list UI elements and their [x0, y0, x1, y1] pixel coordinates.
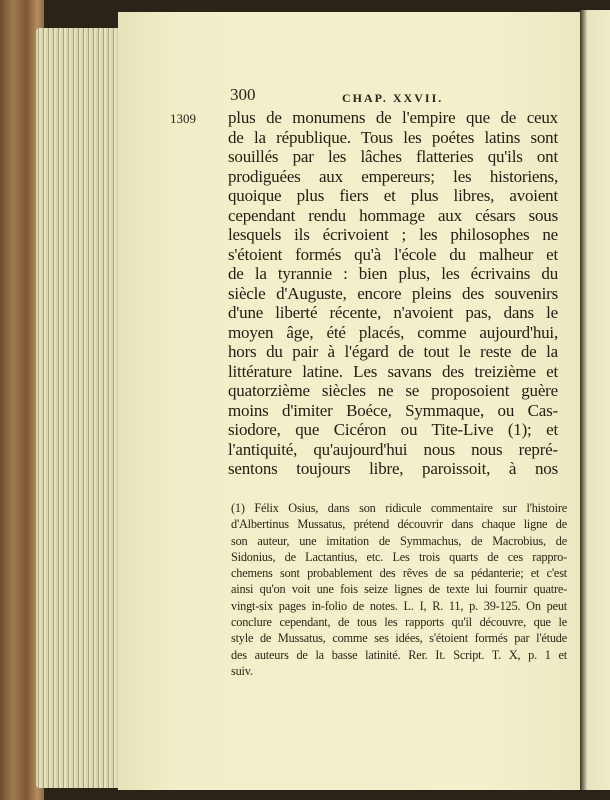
footnote-line: style de Mussatus, comme ses idées, s'étoient formés par l'étude [231, 631, 567, 646]
margin-year: 1309 [170, 111, 196, 126]
body-line: de la tyrannie : bien plus, les écrivains du [228, 264, 558, 283]
footnote-line: d'Albertinus Mussatus, prétend découvrir dans chaque ligne de [231, 517, 567, 532]
footnote-line: des auteurs de la basse latinité. Rer. It. Script. T. X, p. 1 et [231, 647, 567, 662]
body-line: s'étoient formés qu'à l'école du malheur et [228, 244, 558, 264]
footnote-line: ainsi qu'on voit une fois seize lignes de texte lui fournir quatre- [231, 582, 567, 597]
body-line: littérature latine. Les savans des treizième et [228, 361, 558, 381]
page-number: 300 [230, 85, 256, 104]
body-line: cependant rendu hommage aux césars sous [228, 205, 558, 225]
body-line: siècle d'Auguste, encore pleins des souvenirs [228, 283, 558, 303]
footnote [231, 500, 567, 679]
body-line: moyen âge, été placés, comme aujourd'hui, [228, 322, 558, 342]
body-line: lesquels ils écrivoient ; les philosophes ne [228, 225, 558, 244]
body-line: quatorzième siècles ne se proposoient guère [228, 381, 558, 400]
page-edges [36, 28, 122, 788]
footnote-line: conclure cependant, de tous les rapports qu'il découvre, que le [231, 615, 567, 630]
body-line: l'antiquité, qu'aujourd'hui nous nous repré- [228, 439, 558, 459]
body-line: moins d'imiter Boéce, Symmaque, ou Cas- [228, 400, 558, 420]
body-line: plus de monumens de l'empire que de ceux [228, 108, 558, 127]
facing-page-edge [580, 10, 610, 790]
body-line: quoique plus fiers et plus libres, avoient [228, 186, 558, 205]
body-line: hors du pair à l'égard de tout le reste de la [228, 342, 558, 361]
body-line: prodiguées aux empereurs; les historiens, [228, 166, 558, 186]
body-line: de la république. Tous les poétes latins sont [228, 127, 558, 147]
footnote-line: vingt-six pages in-folio de notes. L. I, R. 11, p. 39-125. On peut [231, 598, 567, 613]
chapter-heading: CHAP. XXVII. [342, 91, 444, 105]
footnote-line: suiv. [231, 663, 253, 678]
body-line: siodore, que Cicéron ou Tite-Live (1); et [228, 420, 558, 439]
body-line: d'une liberté récente, n'avoient pas, dans le [228, 303, 558, 322]
body-text [228, 108, 558, 479]
body-line: souillés par les lâches flatteries qu'ils ont [228, 147, 558, 166]
footnote-line: (1) Félix Osius, dans son ridicule commentaire sur l'histoire [231, 501, 567, 515]
footnote-line: Sidonius, de Lactantius, etc. Les trois quarts de ces rappro- [231, 549, 567, 564]
body-line: sentons toujours libre, paroissoit, à nos [228, 459, 558, 478]
footnote-line: son auteur, une imitation de Symmachus, de Macrobius, de [231, 533, 567, 548]
footnote-line: chemens sont probablement des rêves de sa pédanterie; et c'est [231, 566, 567, 581]
